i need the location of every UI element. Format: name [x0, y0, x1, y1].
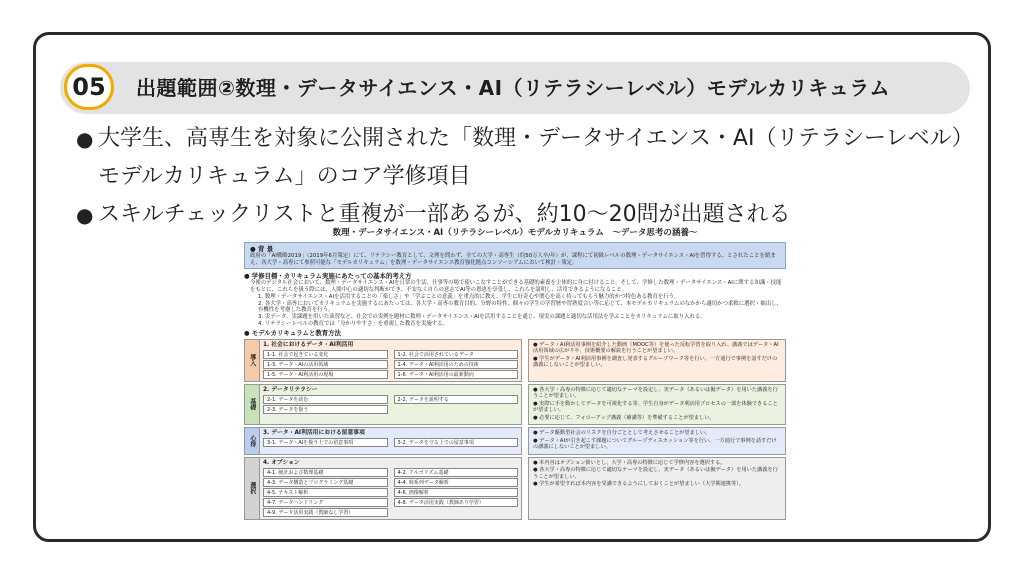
curriculum-item: 4-9. データ活用実践（教師なし学習） [263, 508, 388, 517]
block-note: ● データ・AIが引き起こす課題についてグループディスカッション等を行い、一方通行で事例を話すだけの講義にしないことが望ましい。 [533, 437, 777, 451]
curriculum-item: 2-3. データを扱う [263, 405, 388, 414]
block-note: ● 必要に応じて、フォローアップ講義（補講等）を準備することが望ましい。 [533, 414, 715, 421]
curriculum-item: 1-2. 社会で活用されているデータ [394, 350, 519, 359]
block-items [263, 395, 518, 414]
bullet-text: 大学生、高専生を対象に公開された「数理・データサイエンス・AI（リテラシーレベル）モデルカリキュラム」のコア学修項目 [98, 126, 963, 189]
block-items [263, 468, 518, 517]
block-note: ● 本内容はオプション扱いとし、大学・高専の特徴に応じて学修内容を選択する。 [533, 459, 726, 466]
block-note: ● 学生が希望すれば本内容を受講できるようにしておくことが望ましい（大学間連携等）。 [533, 481, 745, 488]
block-items [263, 438, 518, 447]
block-note: ● 学生がデータ・AI利活用事例を調査し発表するグループワーク等を行い、一方通行で事例を話すだけの講義にしないことが望ましい。 [533, 355, 778, 368]
goals-text: 今後のデジタル社会において、数理・データサイエンス・AIを日常の生活、仕事等の場で使いこなすことができる基礎的素養を主体的に身に付けること。そして、学修した数理・データサイエンス・AIに関する知識・技能をもとに、これらを扱う際には、人間中心の適切な判断ができ、不安なく自らの意志でAI等の恩恵を享受し、これらを説明し、活用できるようになること。 [250, 280, 782, 293]
curriculum-item: 4-2. アルゴリズム基礎 [394, 468, 519, 477]
block-title: 3. データ・AI利活用における留意事項 [263, 430, 365, 437]
curriculum-item: 4-1. 統計および数理基礎 [263, 468, 388, 477]
curriculum-item: 2-2. データを説明する [394, 395, 519, 404]
slide-title: 出題範囲②数理・データサイエンス・AI（リテラシーレベル）モデルカリキュラム [136, 76, 891, 100]
curriculum-block-basics [244, 384, 786, 426]
block-title: 2. データリテラシー [263, 386, 318, 393]
background-box [244, 242, 786, 270]
curriculum-item: 1-6. データ・AI利活用の最新動向 [394, 370, 519, 379]
curriculum-document [244, 228, 786, 540]
block-items [263, 350, 518, 379]
block-label: 心得 [244, 427, 260, 455]
curriculum-item: 4-4. 時系列データ解析 [394, 478, 519, 487]
model-heading: ● モデルカリキュラムと教育方法 [244, 328, 341, 337]
background-heading: ● 背 景 [250, 244, 274, 253]
curriculum-item: 4-3. データ構造とプログラミング基礎 [263, 478, 388, 487]
block-note: ● データ駆動型社会のリスクを自分ごととして考えさせることが望ましい。 [533, 430, 711, 437]
curriculum-item: 3-1. データ・AIを扱う上での留意事項 [263, 438, 388, 447]
block-note: ● 各大学・高専の特徴に応じて適切なテーマを設定し、実データ（あるいは擬データ）を用いた講義を行うことが望ましい。 [533, 386, 778, 400]
background-text: 政府の「AI戦略2019」（2019年6月策定）にて、リテラシー教育として、文理を問わず、全ての大学・高専生（約50万人卒/年）が、課程にて初級レベルの数理・データサイエンス・AIを習得する、とされたことを踏まえ、各大学・高専にて参照可能な「モデルカリキュラム」を数理・データサイエンス教育強化拠点コンソーシアムにおいて検討・策定。 [250, 252, 776, 266]
bullet-dot-icon: ● [76, 127, 94, 151]
block-content [260, 384, 522, 426]
block-label: 基礎 [244, 384, 260, 426]
block-notes [528, 427, 786, 455]
block-notes [528, 457, 786, 520]
block-content [260, 457, 522, 520]
curriculum-item: 1-4. データ・AI利活用のための技術 [394, 360, 519, 369]
curriculum-item: 1-3. データ・AIの活用領域 [263, 360, 388, 369]
goals-list-item: 4. リテラシーレベルの教育では「分かりやすさ」を重視した教育を実施する。 [258, 320, 448, 327]
goals-heading: ● 学修目標・カリキュラム実施にあたっての基本的考え方 [244, 272, 412, 281]
block-notes [528, 384, 786, 426]
block-notes [528, 339, 786, 382]
block-note: ● データ・AI利活用事例を紹介した動画（MOOC等）を使った反転学習を取り入れ、講義ではデータ・AI活用領域の広がりや、技術概要の解説を行うことが望ましい。 [533, 341, 779, 354]
goals-list-item: 3. 実データ、実課題を用いた演習など、社会での実例を題材に数理・データサイエンス・AIを活用することを通じ、現実の課題と適切な活用法を学ぶことをカリキュラムに取り入れる。 [258, 314, 706, 320]
bullet-text: スキルチェックリストと重複が一部あるが、約10〜20問が出題される [98, 202, 791, 227]
curriculum-item: 4-7. データハンドリング [263, 498, 388, 507]
block-content [260, 427, 522, 455]
curriculum-item: 3-2. データを守る上での留意事項 [394, 438, 519, 447]
curriculum-block-options [244, 457, 786, 520]
curriculum-item: 1-1. 社会で起きている変化 [263, 350, 388, 359]
block-label: 選択 [244, 457, 260, 520]
curriculum-item: 1-5. データ・AI利活用の現場 [263, 370, 388, 379]
block-title: 4. オプション [263, 459, 300, 466]
block-label: 導入 [244, 339, 260, 382]
section-number-badge: 05 [64, 64, 114, 110]
curriculum-block-intro [244, 339, 786, 382]
bullet-list [76, 120, 966, 234]
block-title: 1. 社会におけるデータ・AI利活用 [263, 341, 354, 348]
block-note: ● 各大学・高専の特徴に応じて適切なテーマを設定し、実データ（あるいは擬データ）を用いた講義を行うことが望ましい。 [533, 467, 778, 480]
curriculum-item: 4-6. 画像解析 [394, 488, 519, 497]
document-title: 数理・データサイエンス・AI（リテラシーレベル）モデルカリキュラム ～データ思考の涵養～ [332, 228, 698, 238]
goals-list-item: 2. 各大学・高専においてカリキュラムを実施するにあたっては、各大学・高専の教育目的、分野の特性、個々の学生の学習歴や習熟度合い等に応じて、本モデルカリキュラムのなかから適切かつ柔軟に選択・抽出し、有機性を考慮した教育を行う。 [258, 300, 782, 314]
block-note: ● 実際に手を動かしてデータを可視化する等、学生自身がデータ利活用プロセスの一部を体験できることが望ましい。 [533, 400, 778, 414]
curriculum-item: 2-1. データを読む [263, 395, 388, 404]
bullet-dot-icon: ● [76, 203, 94, 227]
bullet-item [76, 120, 966, 196]
curriculum-block-mindset [244, 427, 786, 455]
goals-list-item: 1. 数理・データサイエンス・AIを活用することの「楽しさ」や「学ぶことの意義」を重点的に教え、学生に好奇心や関心を高く持ってもらう魅力的かつ特色ある教育を行う。 [258, 293, 680, 300]
curriculum-item: 4-5. テキスト解析 [263, 488, 388, 497]
curriculum-item: 4-8. データ活用実践（教師あり学習） [394, 498, 519, 507]
block-content [260, 339, 522, 382]
